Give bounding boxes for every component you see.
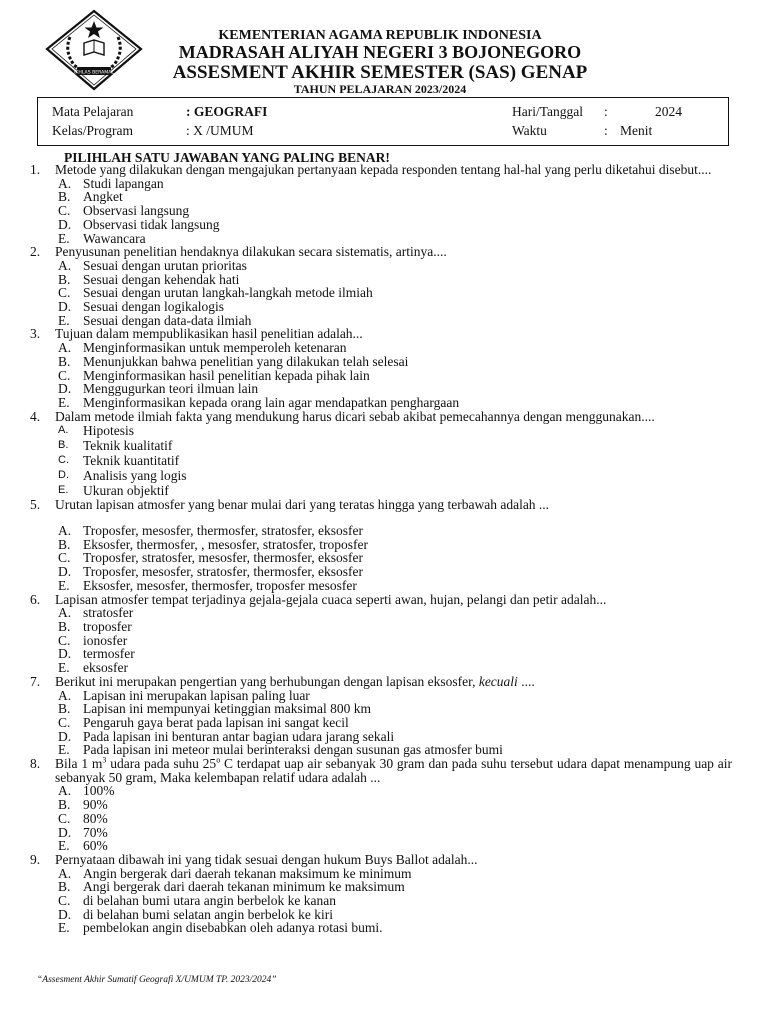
page-footer: “Assesment Akhir Sumatif Geografi X/UMUM TP. 2023/2024” (37, 975, 277, 985)
question-5 (30, 498, 732, 592)
exam-info-box (37, 97, 729, 146)
question-text: Berikut ini merupakan pengertian yang berhubungan dengan lapisan eksosfer, kecuali .... (55, 673, 535, 689)
question-text: Pernyataan dibawah ini yang tidak sesuai dengan hukum Buys Ballot adalah... (55, 851, 478, 867)
option-b[interactable]: B. Menunjukkan bahwa penelitian yang dilakukan telah selesai (58, 353, 409, 369)
option-a[interactable]: A. Angin bergerak dari daerah tekanan maksimum ke minimum (58, 865, 412, 881)
question-number: 5. (30, 497, 41, 513)
option-e[interactable]: E. 60% (58, 838, 108, 854)
question-number: 4. (30, 408, 41, 424)
date-value: 2024 (655, 104, 682, 119)
option-d[interactable]: D. Troposfer, mesosfer, stratosfer, thermosfer, eksosfer (58, 564, 364, 580)
option-b[interactable]: B. Lapisan ini mempunyai ketinggian maksimal 800 km (58, 701, 371, 717)
option-d[interactable]: D. Pada lapisan ini benturan antar bagian udara jarang sekali (58, 728, 395, 744)
option-c[interactable]: C. Sesuai dengan urutan langkah-langkah metode ilmiah (58, 285, 373, 301)
ministry-title: KEMENTERIAN AGAMA REPUBLIK INDONESIA (218, 28, 542, 43)
option-e[interactable]: E. Eksosfer, mesosfer, thermosfer, troposfer mesosfer (58, 577, 357, 593)
question-text: Tujuan dalam mempublikasikan hasil penelitian adalah... (55, 326, 363, 342)
option-b[interactable]: B. 90% (58, 797, 108, 813)
option-a[interactable]: A. Lapisan ini merupakan lapisan paling luar (58, 687, 310, 703)
question-number: 6. (30, 591, 41, 607)
option-c[interactable]: C. 80% (58, 810, 108, 826)
option-b[interactable]: B. Angi bergerak dari daerah tekanan minimum ke maksimum (58, 879, 405, 895)
option-b[interactable]: B. Teknik kualitatif (58, 438, 173, 454)
academic-year: TAHUN PELAJARAN 2023/2024 (293, 82, 467, 96)
question-list (30, 163, 732, 935)
option-b[interactable]: B. Eksosfer, thermosfer, , mesosfer, stratosfer, troposfer (58, 536, 368, 552)
option-b[interactable]: B. troposfer (58, 618, 132, 634)
question-text: Lapisan atmosfer tempat terjadinya gejala-gejala cuaca seperti awan, hujan, pelangi dan petir adalah... (55, 591, 607, 607)
question-number: 3. (30, 326, 41, 342)
logo-text: IKHLAS BERAMAL (74, 70, 114, 76)
question-number: 8. (30, 756, 41, 772)
option-e[interactable]: E. Sesuai dengan data-data ilmiah (58, 312, 252, 328)
subject-label: Mata Pelajaran (52, 104, 134, 119)
class-label: Kelas/Program (52, 123, 133, 138)
question-2 (30, 245, 732, 327)
option-a[interactable]: A. Troposfer, mesosfer, thermosfer, stratosfer, eksosfer (58, 523, 364, 539)
option-a[interactable]: A. 100% (58, 783, 115, 799)
question-text: Metode yang dilakukan dengan mengajukan pertanyaan kepada responden tentang hal-hal yang perlu diketahui disebut.... (55, 162, 712, 177)
option-e[interactable]: E. pembelokan angin disebabkan oleh adanya rotasi bumi. (58, 920, 383, 936)
option-d[interactable]: D. Sesuai dengan logikalogis (58, 299, 224, 315)
option-d[interactable]: D. 70% (58, 824, 108, 840)
time-separator: : (604, 123, 608, 138)
question-text: Urutan lapisan atmosfer yang benar mulai dari yang teratas hingga yang terbawah adalah ... (55, 497, 550, 513)
option-c[interactable]: C. Observasi langsung (58, 203, 190, 219)
question-number: 7. (30, 673, 41, 689)
question-text: Dalam metode ilmiah fakta yang mendukung harus dicari sebab akibat pemecahannya dengan menggunakan.... (55, 408, 655, 424)
time-label: Waktu (512, 123, 547, 138)
question-text: Penyusunan penelitian hendaknya dilakukan secara sistematis, artinya.... (55, 244, 447, 260)
option-e[interactable]: E. Menginformasikan kepada orang lain agar mendapatkan penghargaan (58, 394, 460, 410)
option-e[interactable]: E. Ukuran objektif (58, 483, 169, 499)
question-6 (30, 593, 732, 675)
option-d[interactable]: D. Observasi tidak langsung (58, 216, 220, 232)
question-number: 2. (30, 244, 41, 260)
option-b[interactable]: B. Sesuai dengan kehendak hati (58, 271, 240, 287)
option-d[interactable]: D. Menggugurkan teori ilmuan lain (58, 381, 259, 397)
exam-title: ASSESMENT AKHIR SEMESTER (SAS) GENAP (172, 62, 588, 83)
question-9 (30, 853, 732, 935)
option-c[interactable]: C. Teknik kuantitatif (58, 453, 180, 469)
question-4 (30, 410, 732, 499)
time-value: Menit (620, 123, 653, 138)
option-a[interactable]: A. Hipotesis (58, 423, 135, 439)
option-a[interactable]: A. Menginformasikan untuk memperoleh ketenaran (58, 340, 347, 356)
option-c[interactable]: C. Pengaruh gaya berat pada lapisan ini sangat kecil (58, 714, 349, 730)
instruction: PILIHLAH SATU JAWABAN YANG PALING BENAR! (64, 150, 390, 165)
option-e[interactable]: E. Wawancara (58, 230, 146, 246)
question-3 (30, 327, 732, 409)
question-7 (30, 675, 732, 757)
option-e[interactable]: E. Pada lapisan ini meteor mulai berinteraksi dengan susunan gas atmosfer bumi (58, 742, 503, 758)
option-a[interactable]: A. Sesuai dengan urutan prioritas (58, 257, 247, 273)
school-title: MADRASAH ALIYAH NEGERI 3 BOJONEGORO (178, 42, 582, 62)
ministry-logo (44, 9, 144, 91)
option-a[interactable]: A. stratosfer (58, 605, 134, 621)
option-d[interactable]: D. termosfer (58, 646, 135, 662)
question-text: Bila 1 $m^3$ udara pada suhu 25$^o$ C terdapat uap air sebanyak 30 gram dan pada suhu tersebut udara dapat menampung uap air sebanyak 50 gram, Maka kelembapan relatif udara adalah ... (55, 755, 732, 785)
class-value: : X /UMUM (186, 123, 254, 138)
option-b[interactable]: B. Angket (58, 189, 123, 205)
question-1 (30, 163, 732, 245)
date-label: Hari/Tanggal (512, 104, 584, 119)
option-d[interactable]: D. Analisis yang logis (58, 468, 187, 484)
option-c[interactable]: C. Troposfer, stratosfer, mesosfer, thermosfer, eksosfer (58, 550, 364, 566)
question-number: 1. (30, 162, 41, 177)
question-8 (30, 757, 732, 853)
option-c[interactable]: C. Menginformasikan hasil penelitian kepada pihak lain (58, 367, 370, 383)
option-e[interactable]: E. eksosfer (58, 660, 128, 676)
option-d[interactable]: D. di belahan bumi selatan angin berbelok ke kiri (58, 906, 334, 922)
option-c[interactable]: C. ionosfer (58, 632, 128, 648)
subject-value: : GEOGRAFI (186, 104, 268, 119)
option-a[interactable]: A. Studi lapangan (58, 175, 164, 191)
option-c[interactable]: C. di belahan bumi utara angin berbelok ke kanan (58, 893, 337, 909)
date-separator: : (604, 104, 608, 119)
question-number: 9. (30, 851, 41, 867)
